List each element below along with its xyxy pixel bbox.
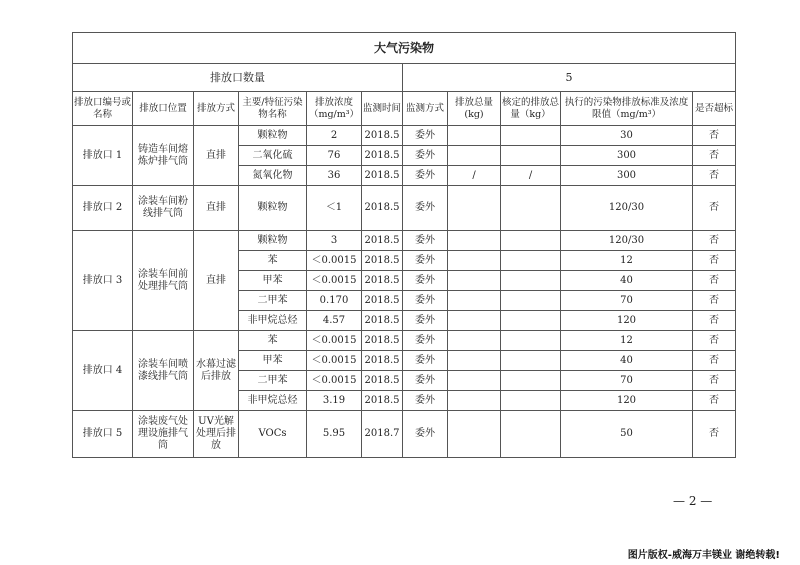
approved-total-cell <box>501 251 561 271</box>
table-row <box>73 411 736 458</box>
approved-total-cell <box>501 331 561 351</box>
exceed-cell: 否 <box>693 251 736 271</box>
monitor-time-cell: 2018.5 <box>362 271 403 291</box>
pollutant-cell: 苯 <box>239 331 307 351</box>
monitor-method-cell: 委外 <box>403 411 448 458</box>
outlet-location-cell: 涂装废气处理设施排气筒 <box>133 411 194 458</box>
approved-total-cell <box>501 371 561 391</box>
outlet-location-cell: 涂装车间喷漆线排气筒 <box>133 331 194 411</box>
standard-limit-cell: 120 <box>561 311 693 331</box>
exceed-cell: 否 <box>693 311 736 331</box>
standard-limit-cell: 120/30 <box>561 231 693 251</box>
concentration-cell: 5.95 <box>307 411 362 458</box>
concentration-cell: 3.19 <box>307 391 362 411</box>
monitor-method-cell: 委外 <box>403 146 448 166</box>
monitor-time-cell: 2018.5 <box>362 351 403 371</box>
concentration-cell: 2 <box>307 126 362 146</box>
standard-limit-cell: 120/30 <box>561 186 693 231</box>
approved-total-cell <box>501 291 561 311</box>
header-monitor-time: 监测时间 <box>362 92 403 126</box>
monitor-time-cell: 2018.5 <box>362 186 403 231</box>
exceed-cell: 否 <box>693 291 736 311</box>
concentration-cell: 3 <box>307 231 362 251</box>
total-emission-cell <box>448 186 501 231</box>
total-emission-cell: / <box>448 166 501 186</box>
concentration-cell: 4.57 <box>307 311 362 331</box>
header-standard-limit: 执行的污染物排放标准及浓度限值（mg/m³） <box>561 92 693 126</box>
header-exceed: 是否超标 <box>693 92 736 126</box>
monitor-time-cell: 2018.5 <box>362 166 403 186</box>
monitor-method-cell: 委外 <box>403 391 448 411</box>
standard-limit-cell: 120 <box>561 391 693 411</box>
pollutant-cell: 甲苯 <box>239 351 307 371</box>
outlet-id-cell: 排放口 4 <box>73 331 133 411</box>
pollutant-cell: 苯 <box>239 251 307 271</box>
pollutant-cell: 非甲烷总烃 <box>239 311 307 331</box>
copyright-watermark: 图片版权-威海万丰镁业 谢绝转载! <box>627 550 780 561</box>
monitor-time-cell: 2018.5 <box>362 126 403 146</box>
header-outlet-location: 排放口位置 <box>133 92 194 126</box>
outlet-location-cell: 铸造车间熔炼炉排气筒 <box>133 126 194 186</box>
table-row <box>73 126 736 146</box>
monitor-time-cell: 2018.7 <box>362 411 403 458</box>
concentration-cell: 0.170 <box>307 291 362 311</box>
pollutant-cell: 颗粒物 <box>239 126 307 146</box>
standard-limit-cell: 12 <box>561 251 693 271</box>
standard-limit-cell: 70 <box>561 291 693 311</box>
monitor-time-cell: 2018.5 <box>362 391 403 411</box>
standard-limit-cell: 300 <box>561 146 693 166</box>
approved-total-cell <box>501 411 561 458</box>
header-outlet-id: 排放口编号或名称 <box>73 92 133 126</box>
exceed-cell: 否 <box>693 271 736 291</box>
total-emission-cell <box>448 371 501 391</box>
exceed-cell: 否 <box>693 231 736 251</box>
exceed-cell: 否 <box>693 411 736 458</box>
table-row <box>73 186 736 231</box>
pollutant-cell: 二甲苯 <box>239 371 307 391</box>
outlet-id-cell: 排放口 2 <box>73 186 133 231</box>
exceed-cell: 否 <box>693 331 736 351</box>
approved-total-cell <box>501 146 561 166</box>
monitor-method-cell: 委外 <box>403 351 448 371</box>
total-emission-cell <box>448 291 501 311</box>
total-emission-cell <box>448 391 501 411</box>
standard-limit-cell: 12 <box>561 331 693 351</box>
pollutant-cell: 氮氧化物 <box>239 166 307 186</box>
air-pollutant-table <box>72 32 736 458</box>
total-emission-cell <box>448 251 501 271</box>
monitor-method-cell: 委外 <box>403 311 448 331</box>
approved-total-cell <box>501 351 561 371</box>
exceed-cell: 否 <box>693 351 736 371</box>
concentration-cell: ＜1 <box>307 186 362 231</box>
total-emission-cell <box>448 231 501 251</box>
monitor-method-cell: 委外 <box>403 271 448 291</box>
table-title: 大气污染物 <box>73 33 736 64</box>
header-pollutant: 主要/特征污染物名称 <box>239 92 307 126</box>
concentration-cell: ＜0.0015 <box>307 331 362 351</box>
outlet-id-cell: 排放口 1 <box>73 126 133 186</box>
exceed-cell: 否 <box>693 146 736 166</box>
total-emission-cell <box>448 126 501 146</box>
header-approved-total: 核定的排放总量（kg） <box>501 92 561 126</box>
header-discharge-method: 排放方式 <box>194 92 239 126</box>
total-emission-cell <box>448 351 501 371</box>
table-row <box>73 331 736 351</box>
approved-total-cell <box>501 186 561 231</box>
monitor-time-cell: 2018.5 <box>362 291 403 311</box>
pollutant-cell: 非甲烷总烃 <box>239 391 307 411</box>
exceed-cell: 否 <box>693 166 736 186</box>
concentration-cell: ＜0.0015 <box>307 371 362 391</box>
exceed-cell: 否 <box>693 186 736 231</box>
exceed-cell: 否 <box>693 371 736 391</box>
monitor-method-cell: 委外 <box>403 166 448 186</box>
header-concentration: 排放浓度（mg/m³） <box>307 92 362 126</box>
approved-total-cell <box>501 126 561 146</box>
total-emission-cell <box>448 271 501 291</box>
total-emission-cell <box>448 146 501 166</box>
standard-limit-cell: 70 <box>561 371 693 391</box>
standard-limit-cell: 50 <box>561 411 693 458</box>
discharge-method-cell: 直排 <box>194 126 239 186</box>
approved-total-cell: / <box>501 166 561 186</box>
monitor-method-cell: 委外 <box>403 186 448 231</box>
header-row <box>73 92 736 126</box>
outlet-location-cell: 涂装车间粉线排气筒 <box>133 186 194 231</box>
outlet-location-cell: 涂装车间前处理排气筒 <box>133 231 194 331</box>
total-emission-cell <box>448 331 501 351</box>
monitor-method-cell: 委外 <box>403 291 448 311</box>
standard-limit-cell: 300 <box>561 166 693 186</box>
monitor-method-cell: 委外 <box>403 371 448 391</box>
exceed-cell: 否 <box>693 126 736 146</box>
concentration-cell: ＜0.0015 <box>307 271 362 291</box>
header-monitor-method: 监测方式 <box>403 92 448 126</box>
discharge-method-cell: 直排 <box>194 231 239 331</box>
monitor-method-cell: 委外 <box>403 231 448 251</box>
approved-total-cell <box>501 311 561 331</box>
standard-limit-cell: 30 <box>561 126 693 146</box>
page-number: — 2 — <box>673 494 713 508</box>
discharge-method-cell: UV光解处理后排放 <box>194 411 239 458</box>
pollutant-cell: 颗粒物 <box>239 231 307 251</box>
approved-total-cell <box>501 391 561 411</box>
monitor-time-cell: 2018.5 <box>362 311 403 331</box>
approved-total-cell <box>501 231 561 251</box>
pollutant-cell: 颗粒物 <box>239 186 307 231</box>
discharge-method-cell: 直排 <box>194 186 239 231</box>
outlet-id-cell: 排放口 3 <box>73 231 133 331</box>
standard-limit-cell: 40 <box>561 271 693 291</box>
monitor-time-cell: 2018.5 <box>362 146 403 166</box>
monitor-method-cell: 委外 <box>403 251 448 271</box>
monitor-time-cell: 2018.5 <box>362 371 403 391</box>
monitor-time-cell: 2018.5 <box>362 251 403 271</box>
exceed-cell: 否 <box>693 391 736 411</box>
outlet-count-label: 排放口数量 <box>73 64 403 92</box>
discharge-method-cell: 水幕过滤后排放 <box>194 331 239 411</box>
total-emission-cell <box>448 411 501 458</box>
monitor-method-cell: 委外 <box>403 331 448 351</box>
concentration-cell: ＜0.0015 <box>307 351 362 371</box>
monitor-time-cell: 2018.5 <box>362 231 403 251</box>
concentration-cell: 76 <box>307 146 362 166</box>
header-total-emission: 排放总量(kg) <box>448 92 501 126</box>
pollutant-cell: VOCs <box>239 411 307 458</box>
monitor-method-cell: 委外 <box>403 126 448 146</box>
pollutant-cell: 二氧化硫 <box>239 146 307 166</box>
pollutant-cell: 甲苯 <box>239 271 307 291</box>
approved-total-cell <box>501 271 561 291</box>
total-emission-cell <box>448 311 501 331</box>
concentration-cell: ＜0.0015 <box>307 251 362 271</box>
table-row <box>73 231 736 251</box>
outlet-id-cell: 排放口 5 <box>73 411 133 458</box>
outlet-count-value: 5 <box>403 64 736 92</box>
monitor-time-cell: 2018.5 <box>362 331 403 351</box>
concentration-cell: 36 <box>307 166 362 186</box>
standard-limit-cell: 40 <box>561 351 693 371</box>
pollutant-cell: 二甲苯 <box>239 291 307 311</box>
